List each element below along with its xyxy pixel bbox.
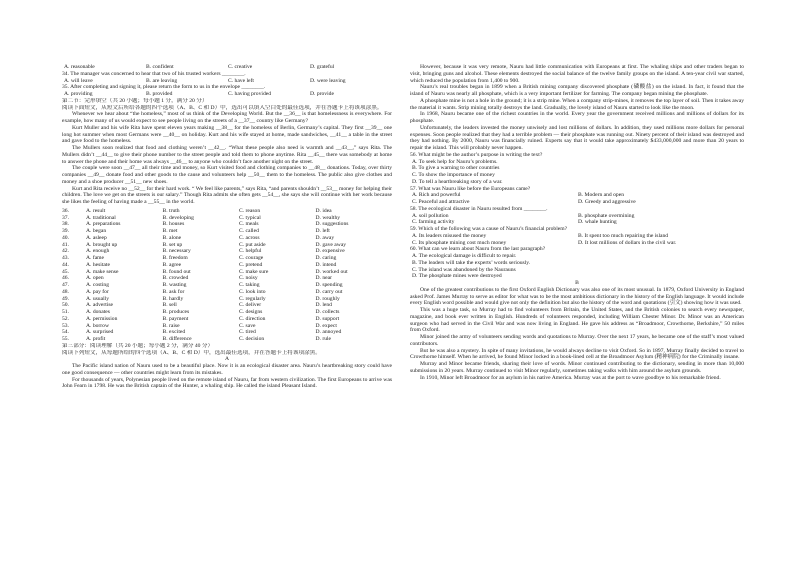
word-bank-row [62,255,392,262]
word-bank-row [62,275,392,282]
question-number: 49. [62,295,69,302]
q35-stem: 35. After completing and signing it, please return the form to us in the envelope ________. [62,84,266,91]
option: A. hesitate [86,261,110,268]
option: D. The phosphate mines were destroyed [412,273,502,280]
option: B. ask for [162,288,185,295]
cloze-paragraph: The couple were soon __47__ all their time and money, so Kurt visited food and clothing companies to __48__ donations. Today, over thirty companies __49__ donate food and other goods to the cause and volunteers help __50__ them to the homeless. The public also give clothes and money and a shoe producer __51__ new shoes. [62,165,392,185]
passage-a-label: A [224,356,230,363]
option: A. To seek help for Nauru’s problems. [412,158,498,165]
question-stem: 58. The ecological disaster in Nauru resulted from ________. [410,205,548,212]
word-bank-row [62,296,392,303]
option: B. met [162,228,178,234]
option: C. The island was abandoned by the Naurauns [412,266,516,273]
question-number: 50. [62,302,69,309]
option: D. expect [315,322,337,329]
question-options [410,233,744,247]
passage-paragraph: Minor joined the army of volunteers sending words and quotations to Murray. Over the next 17 years, he became one of the staff’s most valued contributors. [410,334,744,347]
option: A. usually [86,295,109,302]
question-options [410,159,744,186]
passage-paragraph: Unfortunately, the leaders invested the money unwisely and lost millions of dollars. In addition, they used millions more dollars for personal expenses. Soon people realized that they had a terrible problem — their phosphate was running out. Ninety percent of their island was destroyed and they had nothing. By 2000, Nauru was financially ruined. Experts say that it would take approximately $433,000,000 and more than 20 years to repair the island. This will probably never happen. [410,124,744,151]
option: B. payment [162,315,189,322]
option: B. provided [146,91,173,97]
option: D. wealthy [315,214,341,221]
option: D. away [315,234,335,241]
option: D. intend [315,261,337,268]
option: B. hardly [162,295,184,302]
option: D. grateful [310,64,335,70]
passage-paragraph: Murray and Minor became friends, sharing their love of words. Minor continued contributing to the dictionary, sending in more than 10,000 submissions in 20 years. Murray continued to visit Minor regularly, sometimes taking walks with him around the asylum grounds. [410,361,744,374]
option: B. sell [162,302,177,309]
cloze-paragraph: Kurt and Rita receive no __52__ for their hard work. “ We feel like parents,” says Rita, “and parents shouldn’t __53__ money for helping their children. The love we get on the streets is our salary.” Though Rita admits she often gets __54__, she says she will continue with her work because she likes the feeling of having made a __55__ in the world. [62,185,392,205]
q34-stem: 34. The manager was concerned to hear that two of his trusted workers ________. [62,70,246,77]
option: D. To tell a heartbreaking story of a war. [412,178,503,185]
option: B. Modern and open [578,192,624,199]
word-bank-row [62,309,392,316]
option: B. necessary [162,248,191,255]
option: B. raise [162,322,180,329]
option: D. provide [310,91,334,97]
question-number: 38. [62,221,69,228]
option: D. expensive [315,248,345,255]
option: B. phosphate overmining [578,212,635,219]
option: A. brought up [86,241,118,248]
option: C. creative [228,64,253,70]
option: A. costing [86,282,109,288]
option: B. crowded [162,275,189,282]
option: A. will leave [64,77,93,84]
option: C. farming activity [412,219,455,226]
q33-options [62,64,392,71]
cloze-paragraph: Kurt Muller and his wife Rita have spent eleven years making __38__ for the homeless of Berlin, Germany’s capital. They first __39__ one long hot summer when most Germans were __40__ on holiday. Kurt and his wife stayed at home, made sandwiches, __41__ a table in the street and gave food to the homeless. [62,124,392,145]
option: C. deliver [239,302,262,309]
option: D. whale hunting [578,219,617,226]
option: D. carry out [315,288,343,295]
option: D. It lost millions of dollars in the civil war. [578,239,677,246]
option: A. The ecological damage is difficult to repair. [412,253,517,259]
option: A. reasonable [64,64,95,70]
option: A. asleep [86,234,107,241]
question-number: 45. [62,268,69,275]
passage-paragraph: For thousands of years, Polynesian people lived on the remote island of Nauru, far from western civilization. The first Europeans to arrive was John Fearn in 1798. He was the British captain of the Hunter, a whaling ship. He called the island Pleasant Island. [62,376,392,390]
word-bank-row [62,221,392,228]
option: C. helpful [239,248,262,255]
question-stem: 57. What was Nauru like before the Europeans came? [410,185,531,192]
word-bank-row [62,208,392,215]
option: A. result [86,207,106,214]
option: C. Peaceful and attractive [412,199,470,205]
word-bank-row [62,336,392,343]
option: D. idea [315,207,332,214]
word-bank-row [62,329,392,336]
option: A. surprised [86,329,114,336]
option: C. regularly [239,295,266,302]
option: A. Its leaders misused the money [412,232,487,239]
option: B. difference [162,336,192,342]
option: C. decision [239,336,265,342]
passage-paragraph: This was a huge task, so Murray had to find volunteers from Britain, the United States, and the British colonies to search every newspaper, magazine, and book ever written in English. Hundreds of volunteers responded, including William Chester Minor. Dr. Minor was an American surgeon who had served in the Civil War and was now living in England. He gave his address as “Broadmoor, Crowthorne, Berkshire,” 50 miles from Oxford. [410,307,744,334]
question-number: 46. [62,275,69,282]
cloze-paragraph: Whenever we hear about “the homeless,” most of us think of the Developing World. But the __36__ is that homelessness is everywhere. For example, how many of us would expect to see people living on the streets of a __37__ country like Germany? [62,111,392,124]
question-number: 53. [62,322,69,329]
option: B. freedom [162,255,188,261]
option: D. caring [315,255,337,261]
option: D. worked out [315,268,348,275]
option: A. borrow [86,322,109,329]
option: C. have left [228,77,254,84]
option: D. near [315,275,332,282]
option: C. typical [239,214,261,221]
word-bank-row [62,242,392,249]
left-column [62,64,392,390]
option: B. To give a warning to other countries [412,165,500,172]
option: D. roughly [315,295,340,302]
word-bank-row [62,215,392,222]
option: C. taking [239,282,260,288]
word-bank-row [62,289,392,296]
question-number: 42. [62,248,69,255]
option: D. rule [315,336,332,342]
right-column [410,64,744,381]
option: B. found out [162,268,191,275]
question-number: 37. [62,214,69,221]
option: A. enough [86,248,110,255]
word-bank-row [62,316,392,323]
option: C. make sure [239,268,269,275]
option: A. advertise [86,302,114,309]
question-stem: 60. What can we learn about Nauru from the last paragraph? [410,246,546,253]
option: C. put aside [239,241,266,248]
option: A. fame [86,255,105,261]
question-number: 48. [62,288,69,295]
question-number: 40. [62,234,69,241]
option: A. soil pollution [412,212,449,219]
passage-paragraph: Nauru’s real troubles began in 1899 when a British mining company discovered phosphate (磷酸盐) on the island. In fact, it found that the island of Nauru was nearly all phosphate, which is a very important fertilizer for farming. The company began mining the phosphate. [410,84,744,97]
option: B. excited [162,329,186,336]
section2-title: 第二节：完形填空（共 20 小题；每小题 1 分，满分 20 分） [62,97,208,104]
question-number: 47. [62,282,69,288]
question-number: 44. [62,261,69,268]
passage-paragraph: However, because it was very remote, Nauru had little communication with Europeans at first. The whaling ships and other traders began to visit, bringing guns and alcohol. These elements destroyed the social balance of the twelve family groups on the island. A ten-year civil war started, which reduced the population from 1,400 to 900. [410,64,744,84]
option: B. It spent too much repairing the island [578,232,669,239]
word-bank-row [62,262,392,269]
question-number: 52. [62,315,69,322]
option: D. suggestions [315,221,349,228]
question-stem: 56. What might be the author’s purpose in writing the text? [410,151,543,158]
option: C. courage [239,255,264,261]
option: C. meals [239,221,259,228]
question-number: 51. [62,309,69,315]
passage-paragraph: A phosphate mine is not a hole in the ground; it is a strip mine. When a company strip-mines, it removes the top layer of soil. Then it takes away the material it wants. Strip mining totally destroys the land. Gradually, the lovely island of Nauru started to look like the moon. [410,97,744,111]
option: C. save [239,322,256,329]
passage-paragraph: The Pacific island nation of Nauru used to be a beautiful place. Now it is an ecological disaster area. Nauru’s heartbreaking story could have one good consequence — other countries might learn from its mistakes. [62,363,392,376]
option: C. To show the importance of money [412,172,495,178]
question-number: 41. [62,241,69,248]
option: D. annoyed [315,329,342,336]
option: A. open [86,275,104,282]
option: D. Greedy and aggressive [578,199,636,205]
q34-options [62,78,392,85]
passage-paragraph: In 1968, Nauru became one of the richest countries in the world. Every year the government received millions and millions of dollars for its phosphate. [410,111,744,124]
q35-options [62,91,392,98]
option: B. The leaders will take the experts’ words seriously. [412,259,531,266]
option: C. reason [239,207,261,214]
word-bank [62,208,392,343]
word-bank-row [62,323,392,330]
option: C. called [239,228,259,234]
option: B. houses [162,221,185,228]
option: D. support [315,315,340,322]
option: B. agree [162,261,182,268]
option: C. pretend [239,261,263,268]
question-stem: 59. Which of the following was a cause of Nauru’s financial problem? [410,226,568,232]
question-number: 39. [62,228,69,234]
passage-paragraph: One of the greatest contributions to the first Oxford English Dictionary was also one of its most unusual. In 1879, Oxford University in England asked Prof. James Murray to serve as editor for what was to be the most ambitious dictionary in the history of the English language. It would include every English word possible and would give not only the definition but also the history of the word and quotations (引文) showing how it was used. [410,286,744,307]
passage-paragraph: In 1910, Minor left Broadmoor for an asylum in his native America. Murray was at the port to wave goodbye to his remarkable friend. [420,374,721,381]
option: D. were leaving [310,77,346,84]
option: B. confident [146,64,174,70]
option: A. preparations [86,221,121,228]
option: C. across [239,234,260,241]
word-bank-row [62,248,392,255]
question-options [410,192,744,206]
reading-questions [410,152,744,280]
option: B. truth [162,207,180,214]
option: C. designs [239,309,263,315]
question-number: 54. [62,329,69,336]
option: C. noisy [239,275,258,282]
option: A. permission [86,315,118,322]
option: A. Rich and powerful [412,192,461,199]
option: A. traditional [86,214,116,221]
passage-b-label: B [575,280,579,286]
option: C. look into [239,288,266,295]
option: D. collects [315,309,340,315]
option: A. began [86,228,107,234]
word-bank-row [62,302,392,309]
option: A. providing [64,91,93,97]
question-options [410,253,744,280]
word-bank-row [62,235,392,242]
section3-title: 第三部分：阅读理解（共 20 小题；每小题 2 分，满分 40 分） [62,342,214,349]
option: A. donates [86,309,110,315]
option: B. are leaving [146,77,178,84]
option: C. Its phosphate mining cost much money [412,239,507,246]
option: D. gave away [315,241,347,248]
option: B. set up [162,241,183,248]
option: A. make sense [86,268,119,275]
question-number: 55. [62,336,69,342]
option: B. produces [162,309,190,315]
option: D. lend [315,302,332,309]
section3-instruction: 阅读下列短文，从每题所给的四个选项（A、B、C 和 D）中，选出最佳选项，并在答题卡上将该项涂黑。 [62,349,321,356]
option: C. tired [239,329,256,336]
option: D. left [315,228,330,234]
question-options [410,213,744,227]
option: C. direction [239,315,266,322]
option: C. having provided [228,91,272,97]
cloze-paragraph: The Mullers soon realized that food and clothing weren’t __42__. “What these people also need is warmth and __43__,” says Rita. The Mullers didn’t __44__ to give their phone number to the street people and told them to phone anytime. Rita __45__ there was somebody at home to answer the phone and their home was always __46__ to anyone who couldn’t face another night on the street. [62,145,392,165]
option: D. spending [315,282,343,288]
question-number: 43. [62,255,69,261]
word-bank-row [62,228,392,235]
question-number: 36. [62,207,69,214]
option: A. pay for [86,288,109,295]
option: B. developing [162,214,194,221]
option: B. wasting [162,282,187,288]
passage-paragraph: But he was also a mystery. In spite of many invitations, he would always decline to visit Oxford. So in 1897, Murray finally decided to travel to Crowthorne himself. When he arrived, he found Minor locked in a book-lined cell at the Broadmoor Asylum (精神病院) for the Criminally insane. [410,347,744,361]
section2-instruction: 阅读下面短文，从短文后所给各题的四个选项（A、B、C 和 D）中，选出可以填入空白处的最佳选项，并在答题卡上将该项涂黑。 [62,104,383,111]
option: A. profit [86,336,106,342]
word-bank-row [62,282,392,289]
option: B. alone [162,234,182,241]
word-bank-row [62,269,392,276]
